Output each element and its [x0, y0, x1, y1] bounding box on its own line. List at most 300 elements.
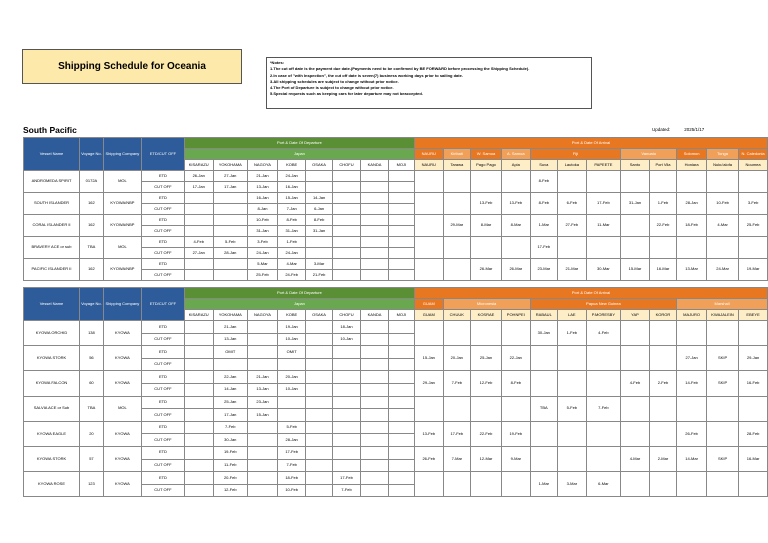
arrival-date: 8-Feb — [501, 371, 530, 396]
etd-date — [388, 321, 414, 334]
cutoff-date — [332, 270, 361, 281]
cutoff-date: 24-Feb — [277, 270, 306, 281]
etd-date — [361, 215, 388, 226]
etd-date — [213, 259, 248, 270]
arrival-date — [471, 237, 502, 259]
etd-date: 19-Jan — [277, 321, 306, 334]
cutoff-label: CUT OFF — [141, 204, 184, 215]
cutoff-date — [332, 383, 361, 396]
etd-date — [332, 371, 361, 384]
cutoff-date: 24-Jan — [248, 248, 278, 259]
table-row — [24, 237, 768, 248]
header-dep-port: OSAKA — [306, 160, 332, 171]
arrival-date: 1-Mar — [530, 472, 557, 497]
arrival-date — [501, 472, 530, 497]
voyage-no: 162 — [80, 193, 104, 215]
arrival-date — [414, 237, 443, 259]
arrival-date: 4-Feb — [586, 321, 621, 346]
cutoff-date: 8-Jan — [248, 204, 278, 215]
cutoff-label: CUT OFF — [141, 459, 184, 472]
shipping-company: KYOWA — [103, 472, 141, 497]
etd-date: 8-Feb — [277, 215, 306, 226]
etd-date: 5-Mar — [248, 259, 278, 270]
arrival-date: 8-Mar — [471, 215, 502, 237]
etd-label: ETD — [141, 346, 184, 359]
arrival-date — [414, 171, 443, 193]
cutoff-date — [361, 204, 388, 215]
arrival-date — [649, 171, 676, 193]
note-line: *Notes: — [270, 60, 285, 65]
etd-label: ETD — [141, 215, 184, 226]
etd-date: 8-Feb — [306, 215, 332, 226]
arrival-date — [586, 237, 621, 259]
arrival-date: 25-Feb — [739, 215, 768, 237]
arrival-date: 26-Mar — [471, 259, 502, 281]
arrival-date: 3-Feb — [739, 193, 768, 215]
cutoff-date — [388, 182, 414, 193]
shipping-company: KYOWA — [103, 371, 141, 396]
arrival-date: 16-Mar — [739, 446, 768, 471]
arrival-date: 24-Mar — [706, 259, 738, 281]
cutoff-date: 27-Jan — [184, 248, 213, 259]
schedule-table-micronesia — [23, 287, 768, 497]
etd-date — [361, 193, 388, 204]
cutoff-date — [332, 204, 361, 215]
etd-date — [388, 421, 414, 434]
header-arr-port: Noumea — [739, 160, 768, 171]
cutoff-date: 31-Jan — [306, 226, 332, 237]
etd-date — [306, 396, 332, 409]
arrival-date: 23-Mar — [530, 259, 557, 281]
header-arr-port: NAURU — [414, 160, 443, 171]
voyage-no: 57 — [80, 446, 104, 471]
arrival-date — [558, 371, 587, 396]
etd-date: 18-Jan — [332, 321, 361, 334]
cutoff-date — [361, 182, 388, 193]
cutoff-date — [213, 358, 248, 371]
arrival-date — [443, 396, 470, 421]
cutoff-date — [213, 226, 248, 237]
arrival-date — [558, 446, 587, 471]
notes-box — [266, 57, 592, 109]
arrival-date — [443, 171, 470, 193]
voyage-no: 60 — [80, 371, 104, 396]
cutoff-date — [184, 358, 213, 371]
arrival-date — [677, 396, 707, 421]
etd-date: 21-Jan — [213, 321, 248, 334]
arrival-date — [739, 237, 768, 259]
cutoff-date: 12-Feb — [213, 484, 248, 497]
updated-date: 2025/1/17 — [684, 127, 705, 132]
arrival-date: 15-Mar — [621, 259, 650, 281]
cutoff-date — [332, 226, 361, 237]
header-dep-port: KOBE — [277, 310, 306, 321]
cutoff-date — [388, 270, 414, 281]
cutoff-label: CUT OFF — [141, 383, 184, 396]
etd-date — [332, 193, 361, 204]
header-row — [24, 288, 768, 299]
cutoff-date: 10-Jan — [332, 333, 361, 346]
arrival-date — [706, 171, 738, 193]
arrival-date: 17-Feb — [530, 237, 557, 259]
cutoff-date — [248, 333, 278, 346]
etd-date — [184, 472, 213, 485]
cutoff-label: CUT OFF — [141, 358, 184, 371]
cutoff-date — [361, 434, 388, 447]
cutoff-date — [306, 333, 332, 346]
etd-date — [361, 171, 388, 182]
arrival-date — [706, 321, 738, 346]
cutoff-date: 31-Jan — [248, 226, 278, 237]
header-arr-port: Honiara — [677, 160, 707, 171]
arrival-date — [471, 472, 502, 497]
arrival-date — [558, 237, 587, 259]
header-arrival-group: Marshall — [677, 299, 768, 310]
voyage-no: 138 — [80, 321, 104, 346]
cutoff-date: 10-Jan — [277, 333, 306, 346]
cutoff-date: 7-Feb — [332, 484, 361, 497]
header-arrival-group: Vanuatu — [621, 149, 677, 160]
etd-date — [332, 396, 361, 409]
etd-date — [388, 193, 414, 204]
schedule-table-south-pacific — [23, 137, 768, 281]
header-dep-port: KISARAZU — [184, 160, 213, 171]
region-heading: South Pacific — [23, 125, 77, 135]
header-arr-port: Lautoka — [558, 160, 587, 171]
arrival-date — [414, 396, 443, 421]
header-etd-cut: ETD/CUT OFF — [141, 288, 184, 321]
arrival-date — [621, 321, 650, 346]
etd-date: 10-Feb — [248, 215, 278, 226]
arrival-date: 27-Jan — [677, 346, 707, 371]
arrival-date: 27-Feb — [558, 215, 587, 237]
arrival-date: 17-Feb — [443, 421, 470, 446]
etd-date — [213, 215, 248, 226]
etd-date — [361, 446, 388, 459]
etd-date — [332, 421, 361, 434]
cutoff-date — [361, 383, 388, 396]
arrival-date — [621, 421, 650, 446]
header-arr-port: LAE — [558, 310, 587, 321]
header-dep-port: NAGOYA — [248, 160, 278, 171]
arrival-date: 15-Jan — [414, 346, 443, 371]
header-dep-port: KANDA — [361, 310, 388, 321]
etd-date — [248, 446, 278, 459]
cutoff-date — [184, 270, 213, 281]
arrival-date — [443, 321, 470, 346]
header-dep-port: KISARAZU — [184, 310, 213, 321]
etd-date: 18-Feb — [277, 472, 306, 485]
arrival-date: 16-Feb — [739, 371, 768, 396]
etd-date — [184, 321, 213, 334]
etd-date: 26-Jan — [184, 171, 213, 182]
table-row — [24, 193, 768, 204]
cutoff-date: 14-Jan — [213, 383, 248, 396]
etd-date — [184, 371, 213, 384]
etd-date — [184, 259, 213, 270]
cutoff-date — [388, 484, 414, 497]
header-vessel: Vessel Name — [24, 288, 80, 321]
arrival-date: 7-Mar — [443, 446, 470, 471]
header-voyage: Voyage No. — [80, 288, 104, 321]
etd-date: 5-Feb — [213, 237, 248, 248]
cutoff-date: 13-Jan — [213, 333, 248, 346]
cutoff-date: 30-Jan — [213, 434, 248, 447]
cutoff-date — [361, 248, 388, 259]
cutoff-date: 10-Jan — [277, 383, 306, 396]
header-shipping: Shipping Company — [103, 138, 141, 171]
arrival-date — [471, 396, 502, 421]
arrival-date — [677, 237, 707, 259]
header-dep-port: KANDA — [361, 160, 388, 171]
arrival-date — [443, 259, 470, 281]
header-dep-port: CHOFU — [332, 310, 361, 321]
cutoff-date — [306, 182, 332, 193]
arrival-date — [414, 321, 443, 346]
shipping-company: KYOWA — [103, 346, 141, 371]
arrival-date — [471, 171, 502, 193]
cutoff-date — [306, 358, 332, 371]
etd-date — [361, 421, 388, 434]
shipping-company: KYOWA — [103, 421, 141, 446]
header-dep-port: YOKOHAMA — [213, 310, 248, 321]
arrival-date: 10-Feb — [706, 193, 738, 215]
etd-date — [332, 259, 361, 270]
arrival-date — [621, 346, 650, 371]
etd-date — [388, 259, 414, 270]
arrival-date — [621, 215, 650, 237]
note-line: 5.Special requests such as keeping cars for later departure may not beaccepted. — [270, 91, 423, 97]
etd-label: ETD — [141, 193, 184, 204]
cutoff-date — [248, 358, 278, 371]
etd-date — [388, 215, 414, 226]
table-row — [24, 171, 768, 182]
header-dep-port: OSAKA — [306, 310, 332, 321]
cutoff-date — [248, 459, 278, 472]
shipping-company: MOL — [103, 171, 141, 193]
arrival-date: 22-Jan — [501, 346, 530, 371]
arrival-date: 17-Feb — [586, 193, 621, 215]
header-arr-port: RABAUL — [530, 310, 557, 321]
cutoff-date — [306, 459, 332, 472]
vessel-name: KYOWA ROSE — [24, 472, 80, 497]
etd-date — [306, 446, 332, 459]
arrival-date — [530, 346, 557, 371]
arrival-date: SKIP — [706, 371, 738, 396]
cutoff-date — [213, 270, 248, 281]
cutoff-date: 31-Jan — [277, 226, 306, 237]
header-dep-port: KOBE — [277, 160, 306, 171]
etd-date: OMIT — [213, 346, 248, 359]
note-line: 1.The cut off date is the payment due date.(Payments need to be confirmed by BE FORWARD before processing the Shipping Schedule). — [270, 66, 530, 72]
arrival-date: 31-Jan — [621, 193, 650, 215]
etd-date — [361, 237, 388, 248]
arrival-date: 29-Jan — [414, 371, 443, 396]
cutoff-date — [361, 484, 388, 497]
arrival-date — [649, 321, 676, 346]
cutoff-date — [332, 409, 361, 422]
cutoff-date — [332, 434, 361, 447]
arrival-date: 7-Feb — [586, 396, 621, 421]
etd-date — [184, 396, 213, 409]
arrival-date: 30-Jan — [530, 321, 557, 346]
header-arr-port: Pago Pago — [471, 160, 502, 171]
header-arrival-group: W. Samoa — [471, 149, 502, 160]
arrival-date: 29-Jan — [739, 346, 768, 371]
header-arr-port: KOROR — [649, 310, 676, 321]
header-arrival-group: Papua New Guinea — [530, 299, 677, 310]
arrival-date: 4-Feb — [621, 371, 650, 396]
etd-date — [277, 396, 306, 409]
arrival-date: 13-Feb — [501, 193, 530, 215]
vessel-name: SOUTH ISLANDER — [24, 193, 80, 215]
cutoff-date — [361, 333, 388, 346]
arrival-date — [739, 321, 768, 346]
arrival-date: 2-Feb — [649, 371, 676, 396]
etd-date: OMIT — [277, 346, 306, 359]
arrival-date — [414, 472, 443, 497]
etd-date — [306, 346, 332, 359]
etd-date: 19-Feb — [213, 446, 248, 459]
header-arr-port: PAPEETE — [586, 160, 621, 171]
cutoff-date — [361, 459, 388, 472]
header-arr-port: CHUUK — [443, 310, 470, 321]
cutoff-label: CUT OFF — [141, 182, 184, 193]
vessel-name: SALVIA ACE or Sub — [24, 396, 80, 421]
arrival-date — [706, 396, 738, 421]
cutoff-label: CUT OFF — [141, 270, 184, 281]
updated-label: Updated: — [652, 127, 671, 132]
cutoff-date — [306, 383, 332, 396]
arrival-date — [677, 321, 707, 346]
header-vessel: Vessel Name — [24, 138, 80, 171]
etd-date: 1-Feb — [277, 237, 306, 248]
cutoff-date: 13-Jan — [248, 383, 278, 396]
cutoff-date: 13-Jan — [248, 182, 278, 193]
arrival-date: 14-Mar — [677, 446, 707, 471]
voyage-no: 162 — [80, 215, 104, 237]
arrival-date — [530, 446, 557, 471]
etd-date — [184, 193, 213, 204]
arrival-date — [649, 237, 676, 259]
header-arrival-group: N. Caledonia — [739, 149, 768, 160]
cutoff-label: CUT OFF — [141, 434, 184, 447]
arrival-date: 25-Jan — [471, 346, 502, 371]
arrival-date: 2-Mar — [649, 446, 676, 471]
header-arrival-group: A. Samoa — [501, 149, 530, 160]
etd-label: ETD — [141, 371, 184, 384]
etd-date — [388, 237, 414, 248]
header-japan: Japan — [184, 299, 414, 310]
header-arr-port: Port Vila — [649, 160, 676, 171]
cutoff-date — [388, 409, 414, 422]
cutoff-label: CUT OFF — [141, 484, 184, 497]
cutoff-label: CUT OFF — [141, 226, 184, 237]
cutoff-date — [361, 226, 388, 237]
arrival-date: 13-Mar — [677, 259, 707, 281]
header-arr-port: KWAJALEIN — [706, 310, 738, 321]
cutoff-date — [184, 383, 213, 396]
voyage-no: 0172A — [80, 171, 104, 193]
etd-date: 20-Feb — [213, 472, 248, 485]
arrival-date — [501, 171, 530, 193]
voyage-no: 20 — [80, 421, 104, 446]
cutoff-label: CUT OFF — [141, 248, 184, 259]
etd-date: 20-Jan — [277, 371, 306, 384]
etd-date — [306, 371, 332, 384]
header-dep-port: MOJI — [388, 160, 414, 171]
header-dep-port: NAGOYA — [248, 310, 278, 321]
vessel-name: KYOWA STORK — [24, 346, 80, 371]
etd-date — [306, 321, 332, 334]
cutoff-date — [388, 204, 414, 215]
etd-date: 14-Jan — [306, 193, 332, 204]
vessel-name: KYOWA FALCON — [24, 371, 80, 396]
etd-date — [184, 446, 213, 459]
arrival-date: SKIP — [706, 346, 738, 371]
cutoff-date — [184, 434, 213, 447]
arrival-date: 4-Mar — [706, 215, 738, 237]
cutoff-date — [388, 434, 414, 447]
etd-date: 23-Jan — [248, 396, 278, 409]
arrival-date: 20-Jan — [443, 346, 470, 371]
etd-date: 25-Jan — [213, 396, 248, 409]
etd-date — [332, 446, 361, 459]
vessel-name: KYOWA EAGLE — [24, 421, 80, 446]
cutoff-date — [184, 204, 213, 215]
cutoff-date: 25-Feb — [248, 270, 278, 281]
arrival-date: 11-Mar — [586, 215, 621, 237]
arrival-date — [443, 472, 470, 497]
header-arr-port: Suva — [530, 160, 557, 171]
cutoff-date — [306, 434, 332, 447]
etd-date: 16-Jan — [248, 193, 278, 204]
arrival-date — [501, 237, 530, 259]
cutoff-date: 6-Jan — [306, 204, 332, 215]
arrival-date: 12-Mar — [471, 446, 502, 471]
header-japan: Japan — [184, 149, 414, 160]
vessel-name: KYOWA ORCHID — [24, 321, 80, 346]
arrival-date: 19-Mar — [739, 259, 768, 281]
arrival-date: 1-Mar — [530, 215, 557, 237]
voyage-no: TBA — [80, 396, 104, 421]
arrival-date: 22-Feb — [471, 421, 502, 446]
etd-date: 3-Feb — [248, 237, 278, 248]
arrival-date — [414, 215, 443, 237]
arrival-date — [558, 346, 587, 371]
etd-label: ETD — [141, 321, 184, 334]
etd-date: 5-Feb — [277, 421, 306, 434]
etd-date — [248, 321, 278, 334]
shipping-company: MOL — [103, 237, 141, 259]
arrival-date — [706, 472, 738, 497]
cutoff-date: 21-Feb — [306, 270, 332, 281]
arrival-date — [501, 321, 530, 346]
header-arrival-group: Micronesia — [443, 299, 530, 310]
cutoff-date: 7-Feb — [277, 459, 306, 472]
etd-date — [388, 171, 414, 182]
arrival-date — [621, 472, 650, 497]
arrival-date — [530, 421, 557, 446]
etd-date — [388, 346, 414, 359]
cutoff-date — [332, 459, 361, 472]
header-departure: Port & Date Of Departure — [184, 138, 414, 149]
header-arrival-group: GUAM — [414, 299, 443, 310]
arrival-date — [677, 472, 707, 497]
arrival-date — [739, 396, 768, 421]
header-arrival-group: Tonga — [706, 149, 738, 160]
header-dep-port: MOJI — [388, 310, 414, 321]
